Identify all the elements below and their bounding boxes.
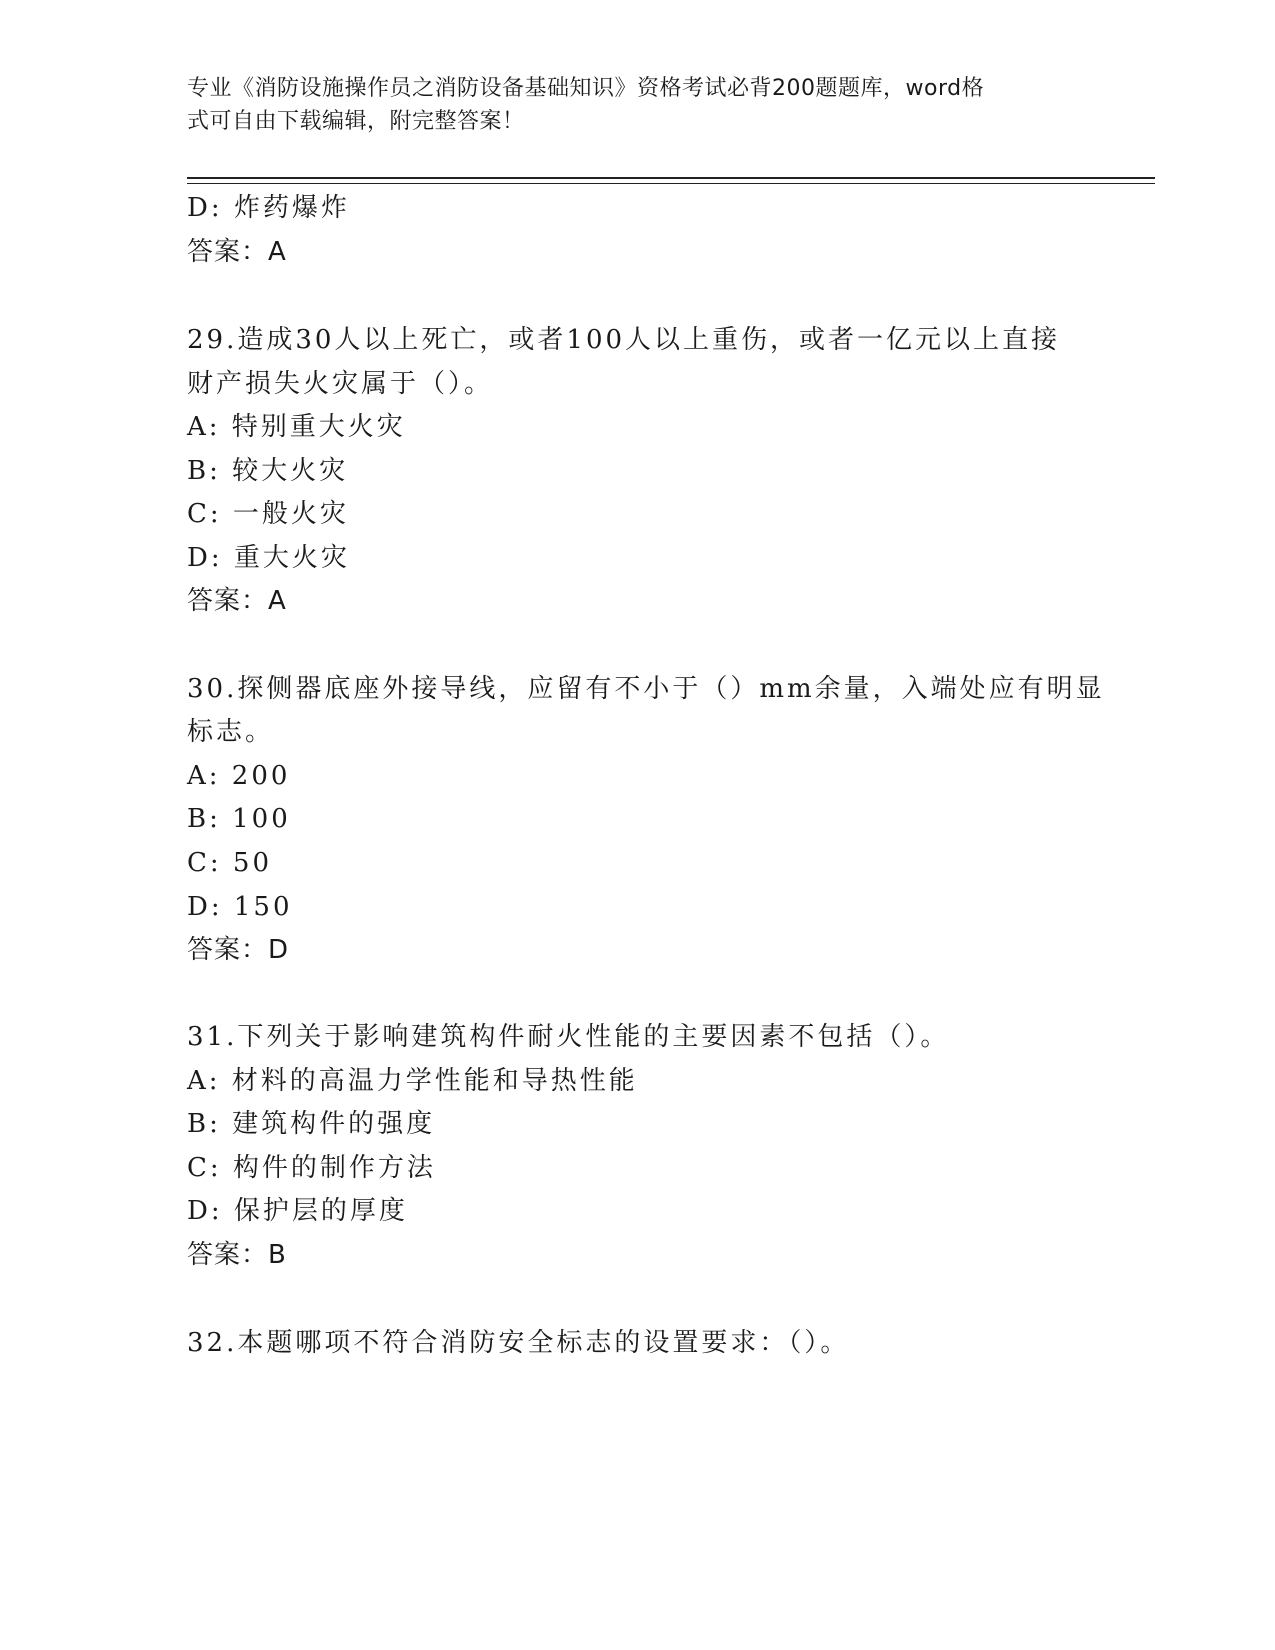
question-stem: 30.探侧器底座外接导线，应留有不小于（）mm余量，入端处应有明显 — [187, 674, 1105, 704]
option-b: B: 100 — [187, 804, 291, 834]
answer: 答案：B — [187, 1240, 287, 1270]
option-d: D: 保护层的厚度 — [187, 1196, 408, 1226]
option-b: B: 建筑构件的强度 — [187, 1109, 436, 1139]
question-stem: 32.本题哪项不符合消防安全标志的设置要求：（）。 — [187, 1328, 850, 1358]
answer: 答案：D — [187, 935, 290, 965]
option-d: D: 重大火灾 — [187, 543, 350, 573]
answer: 答案：A — [187, 237, 287, 267]
question-stem-cont: 财产损失火灾属于（）。 — [187, 369, 494, 399]
question-stem: 31.下列关于影响建筑构件耐火性能的主要因素不包括（）。 — [187, 1022, 950, 1052]
option-a: A: 200 — [187, 761, 291, 791]
option-c: C: 一般火灾 — [187, 499, 349, 529]
header-divider-thin — [187, 183, 1155, 184]
question-stem-cont: 标志。 — [187, 717, 275, 747]
option-a: A: 材料的高温力学性能和导热性能 — [187, 1066, 638, 1096]
header-line-2: 式可自由下载编辑，附完整答案！ — [187, 109, 525, 134]
option-b: B: 较大火灾 — [187, 456, 349, 486]
option-d: D: 炸药爆炸 — [187, 193, 350, 223]
header-divider-thick — [187, 177, 1155, 179]
option-a: A: 特别重大火灾 — [187, 412, 406, 442]
header-line-1: 专业《消防设施操作员之消防设备基础知识》资格考试必背200题题库，word格 — [187, 76, 985, 101]
option-d: D: 150 — [187, 892, 293, 922]
option-c: C: 构件的制作方法 — [187, 1153, 436, 1183]
answer: 答案：A — [187, 586, 287, 616]
option-c: C: 50 — [187, 848, 273, 878]
document-header — [187, 72, 1067, 138]
question-stem: 29.造成30人以上死亡，或者100人以上重伤，或者一亿元以上直接 — [187, 325, 1061, 355]
